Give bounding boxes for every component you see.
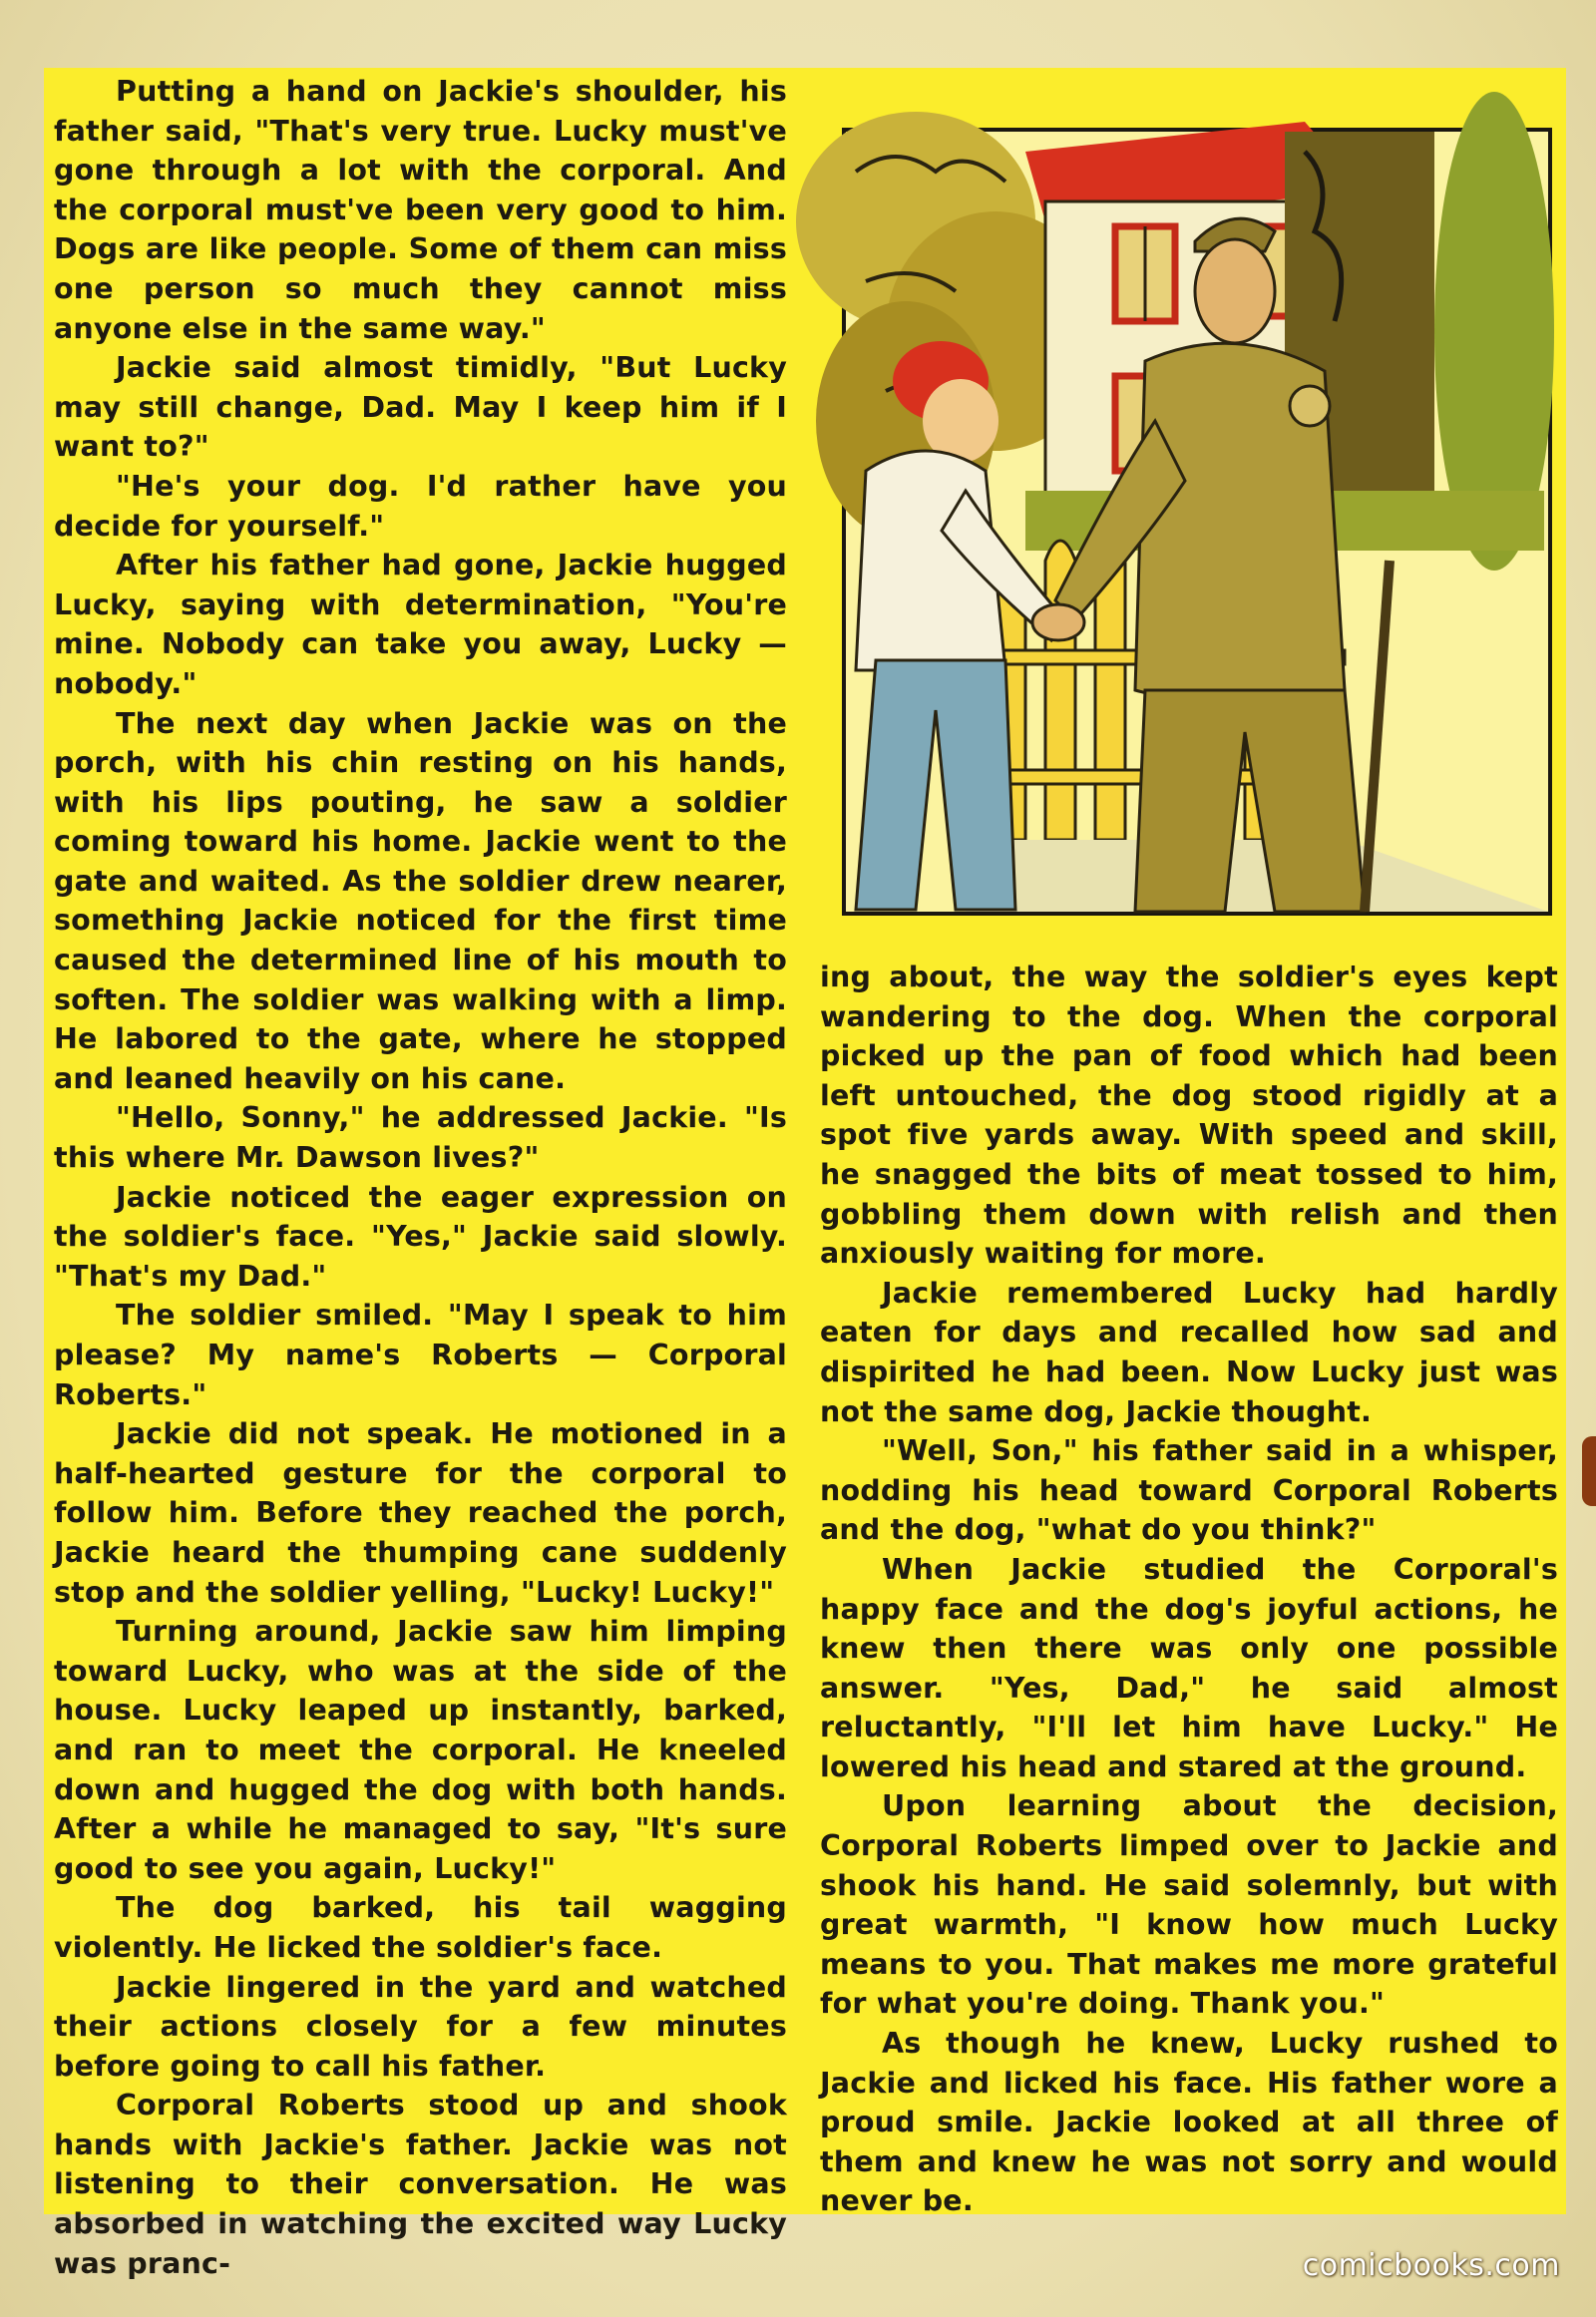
story-paragraph: "He's your dog. I'd rather have you decide for yourself." [54, 469, 787, 543]
site-watermark: comicbooks.com [1302, 2248, 1560, 2283]
story-paragraph: "Hello, Sonny," he addressed Jackie. "Is this where Mr. Dawson lives?" [54, 1101, 787, 1175]
story-paragraph: ing about, the way the soldier's eyes kept wandering to the dog. When the corporal picked up the pan of food which had been left untouched, the dog stood rigidly at a spot five yards away. With speed and skill, he snagged the bits of meat tossed to him, gobbling them down with relish and then anxiously waiting for more. [820, 961, 1558, 1271]
story-paragraph: "Well, Son," his father said in a whisper, nodding his head toward Corporal Roberts and the dog, "what do you think?" [820, 1434, 1558, 1547]
story-paragraph: As though he knew, Lucky rushed to Jackie and licked his face. His father wore a proud smile. Jackie looked at all three of them and knew he was not sorry and would never be. [820, 2027, 1558, 2218]
story-paragraph: After his father had gone, Jackie hugged Lucky, saying with determination, "You're mine. Nobody can take you away, Lucky — nobody." [54, 549, 787, 700]
story-paragraph: Turning around, Jackie saw him limping toward Lucky, who was at the side of the house. Lucky leaped up instantly, barked, and ran to meet the corporal. He kneeled down and hugged the dog with both hands. After a while he managed to say, "It's sure good to see you again, Lucky!" [54, 1615, 787, 1885]
right-text-column [820, 958, 1558, 2218]
left-text-column [54, 72, 787, 2280]
story-paragraph: Jackie remembered Lucky had hardly eaten for days and recalled how sad and dispirited he had been. Now Lucky just was not the same dog, Jackie thought. [820, 1276, 1558, 1428]
page-edge-mark [1582, 1436, 1596, 1506]
story-paragraph: Jackie said almost timidly, "But Lucky may still change, Dad. May I keep him if I want to?" [54, 351, 787, 464]
story-paragraph: When Jackie studied the Corporal's happy face and the dog's joyful actions, he knew then there was only one possible answer. "Yes, Dad," he said almost reluctantly, "I'll let him have Lucky." He lowered his head and stared at the ground. [820, 1552, 1558, 1783]
story-paragraph: Jackie noticed the eager expression on the soldier's face. "Yes," Jackie said slowly. "That's my Dad." [54, 1180, 787, 1293]
story-paragraph: Putting a hand on Jackie's shoulder, his father said, "That's very true. Lucky must've gone through a lot with the corporal. And the corporal must've been very good to him. Dogs are like people. Some of them can miss one person so much they cannot miss anyone else in the same way." [54, 75, 787, 345]
story-paragraph: Jackie did not speak. He motioned in a half-hearted gesture for the corporal to follow him. Before they reached the porch, Jackie heard the thumping cane suddenly stop and the soldier yelling, "Lucky! Lucky!" [54, 1417, 787, 1609]
story-paragraph: The next day when Jackie was on the porch, with his chin resting on his hands, with his lips pouting, he saw a soldier coming toward his home. Jackie went to the gate and waited. As the soldier drew nearer, something Jackie noticed for the first time caused the determined line of his mouth to soften. The soldier was walking with a limp. He labored to the gate, where he stopped and leaned heavily on his cane. [54, 706, 787, 1095]
story-paragraph: Jackie lingered in the yard and watched their actions closely for a few minutes before going to call his father. [54, 1970, 787, 2083]
story-illustration [842, 128, 1552, 916]
story-paragraph: The soldier smiled. "May I speak to him please? My name's Roberts — Corporal Roberts." [54, 1299, 787, 1411]
story-paragraph: The dog barked, his tail wagging violently. He licked the soldier's face. [54, 1891, 787, 1964]
story-paragraph: Corporal Roberts stood up and shook hands with Jackie's father. Jackie was not listening to their conversation. He was absorbed in watching the excited way Lucky was pranc- [54, 2089, 787, 2280]
story-paragraph: Upon learning about the decision, Corporal Roberts limped over to Jackie and shook his hand. He said solemnly, but with great warmth, "I know how much Lucky means to you. That makes me more grateful for what you're doing. Thank you." [820, 1789, 1558, 2021]
